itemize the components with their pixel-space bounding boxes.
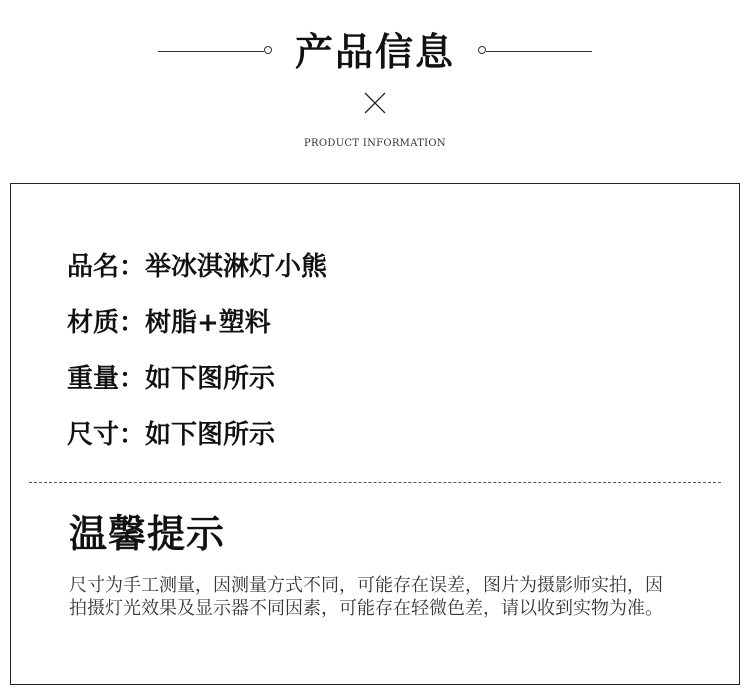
info-value: 如下图所示 xyxy=(145,364,276,394)
info-value: 如下图所示 xyxy=(145,420,276,450)
tips-text: 尺寸为手工测量，因测量方式不同，可能存在误差，图片为摄影师实拍，因拍摄灯光效果及显示器不同因素，可能存在轻微色差，请以收到实物为准。 xyxy=(69,575,663,619)
cross-icon xyxy=(364,92,386,114)
info-label: 品名： xyxy=(67,252,146,282)
info-label: 尺寸： xyxy=(67,420,146,450)
product-info-list xyxy=(67,246,327,470)
info-value: 举冰淇淋灯小熊 xyxy=(145,252,328,282)
circle-dot-icon xyxy=(478,46,486,54)
decorative-line-right xyxy=(486,51,592,52)
info-item-material xyxy=(67,302,327,358)
tips-title: 温馨提示 xyxy=(69,512,226,556)
info-value: 树脂+塑料 xyxy=(145,308,271,338)
info-label: 重量： xyxy=(67,364,146,394)
info-panel xyxy=(10,183,740,685)
info-item-name xyxy=(67,246,327,302)
info-label: 材质： xyxy=(67,308,146,338)
product-info-header xyxy=(0,0,750,180)
dashed-divider xyxy=(29,482,721,483)
title-row xyxy=(0,28,750,76)
info-item-size xyxy=(67,414,327,470)
info-item-weight xyxy=(67,358,327,414)
section-subtitle: PRODUCT INFORMATION xyxy=(304,138,446,149)
circle-dot-icon xyxy=(264,46,272,54)
decorative-line-left xyxy=(158,51,264,52)
section-title: 产品信息 xyxy=(294,30,455,74)
